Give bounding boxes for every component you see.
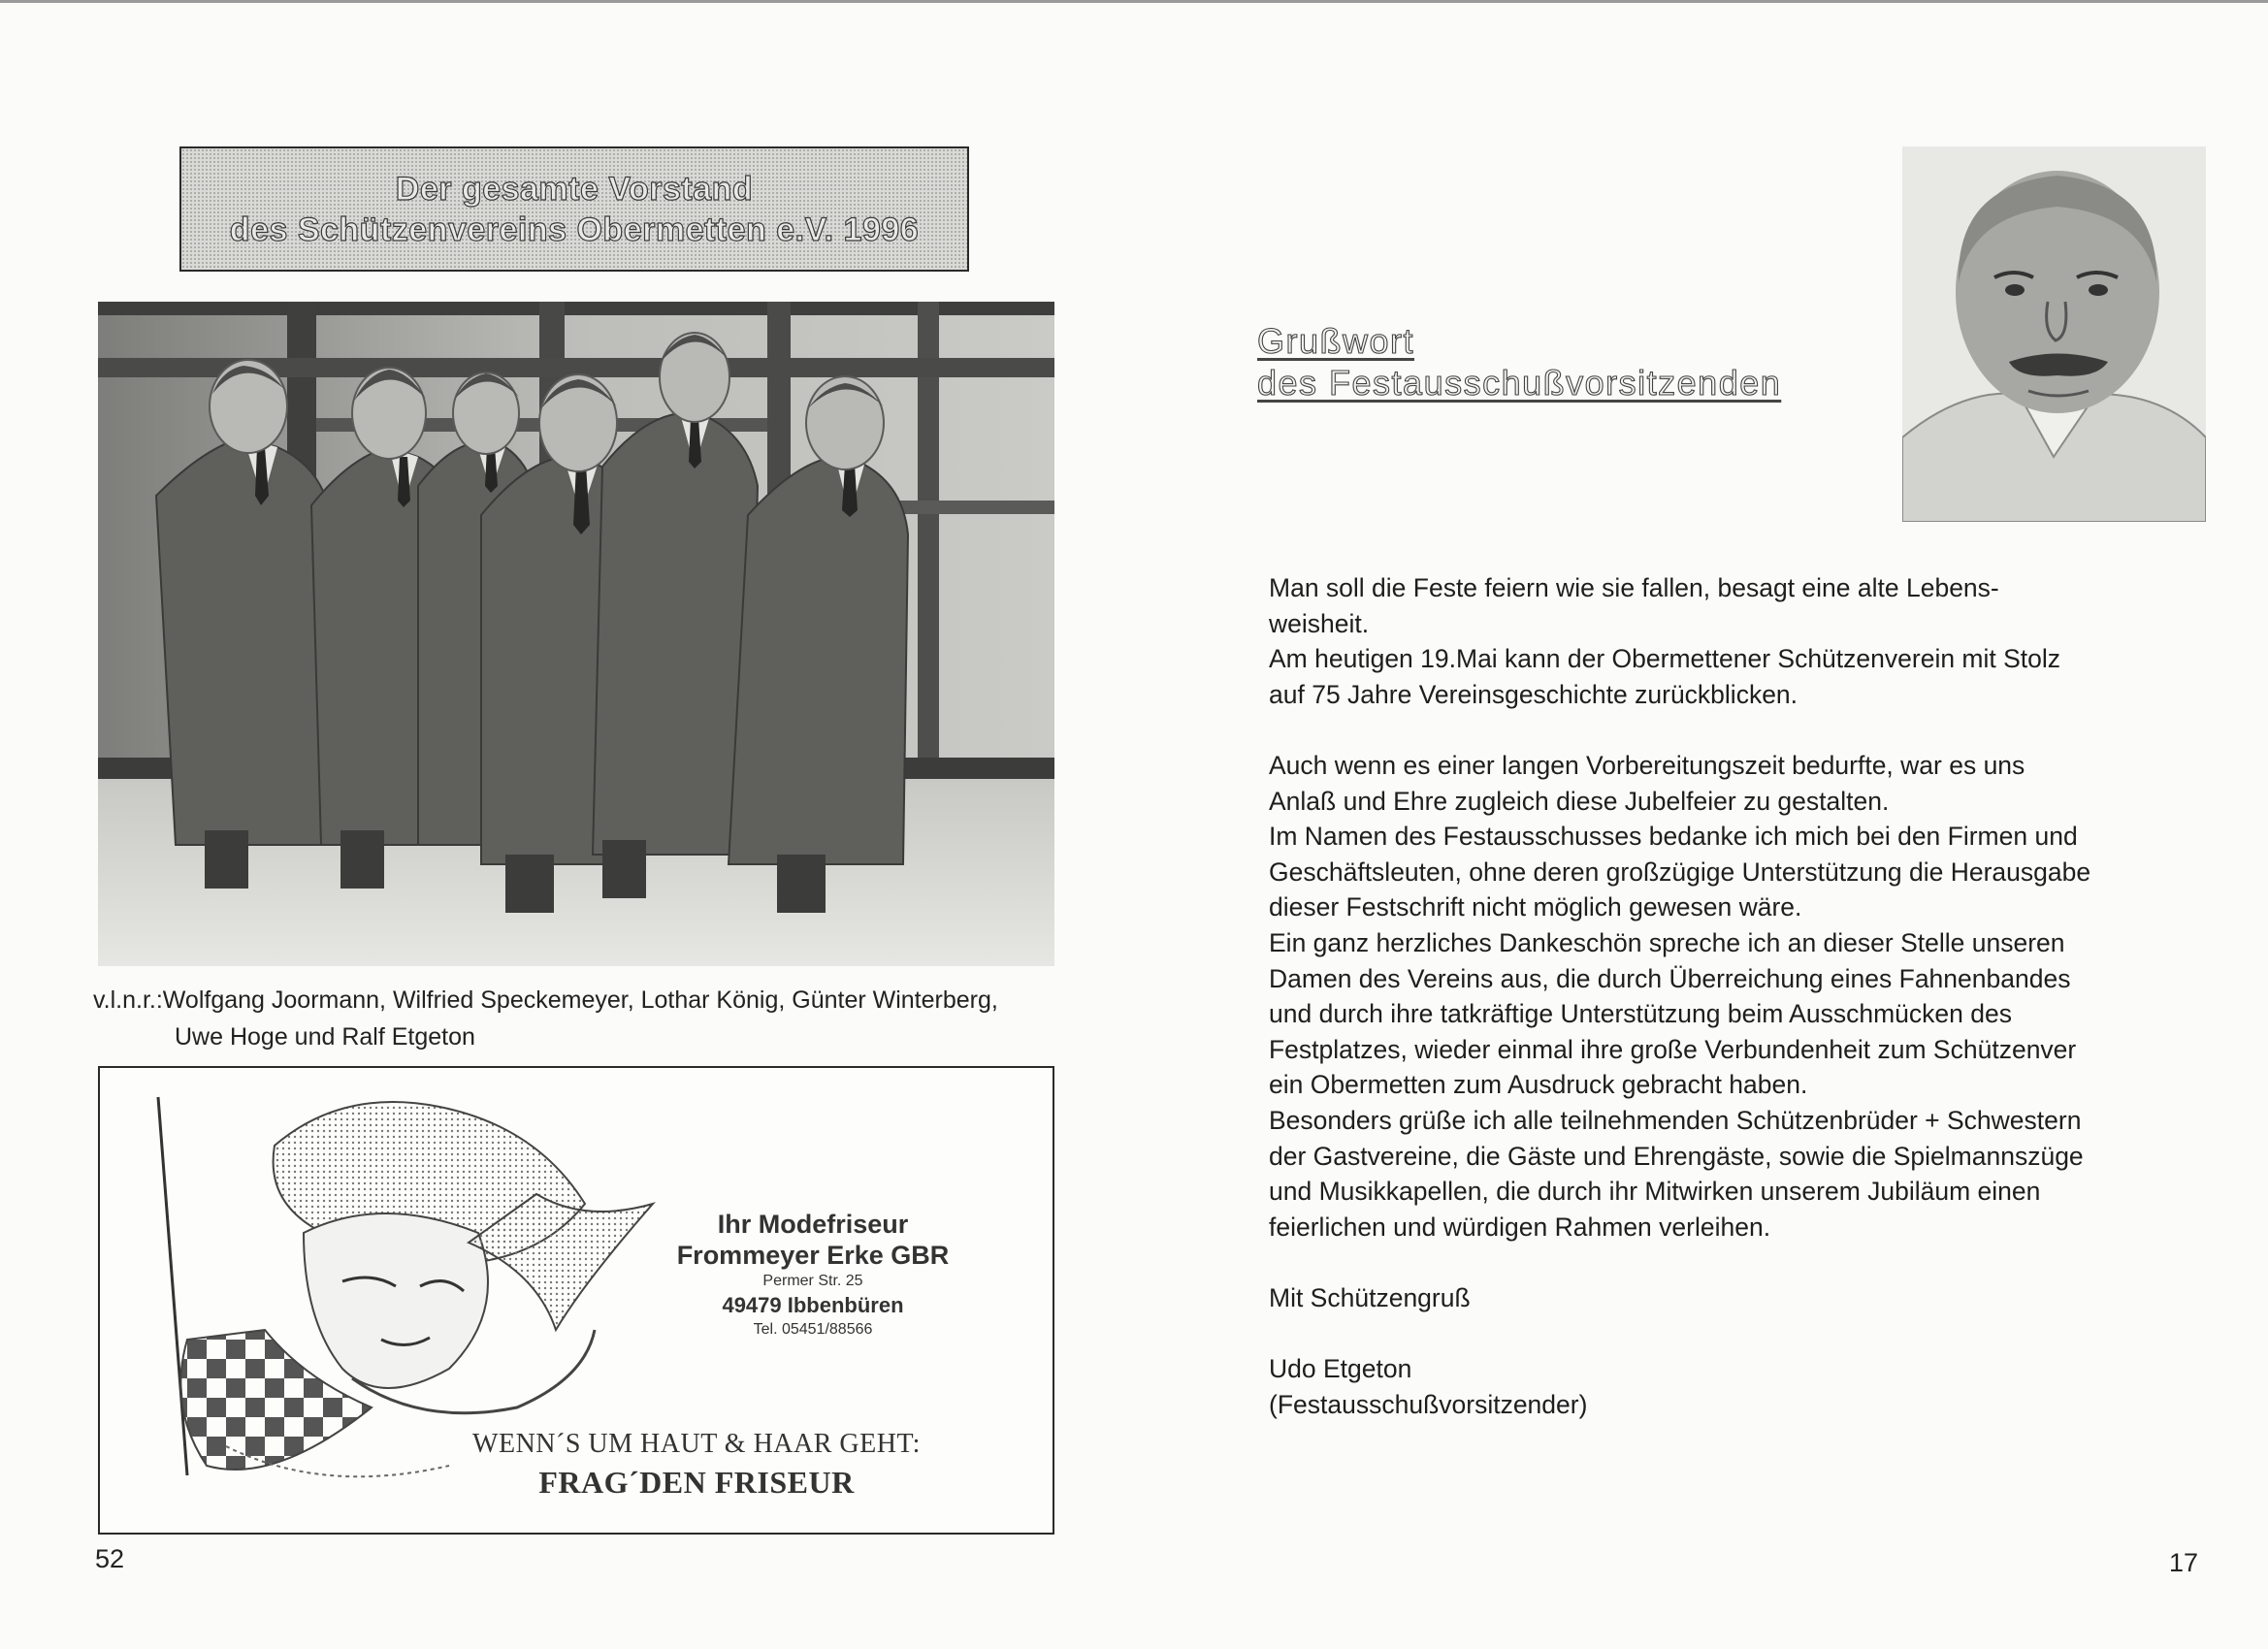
paragraph-gap bbox=[1269, 1245, 2103, 1280]
ad-name-line-2: Frommeyer Erke GBR bbox=[676, 1241, 950, 1270]
letter-closing: Mit Schützengruß bbox=[1269, 1282, 1471, 1312]
letter-line: Ein ganz herzliches Dankeschön spreche ich an dieser Stelle unseren bbox=[1269, 927, 2065, 957]
greeting-letter bbox=[1269, 570, 2103, 1422]
page-number-left: 52 bbox=[95, 1544, 125, 1573]
right-page bbox=[1134, 0, 2268, 1649]
photo-caption bbox=[93, 982, 1102, 1055]
caption-prefix: v.l.n.r.: bbox=[93, 986, 163, 1014]
letter-line: Anlaß und Ehre zugleich diese Jubelfeier zu gestalten. bbox=[1269, 786, 1890, 816]
greeting-heading-line-1: Grußwort bbox=[1257, 321, 1415, 361]
letter-line: Geschäftsleuten, ohne deren großzügige Unterstützung die Herausgabe bbox=[1269, 857, 2091, 887]
ad-city: 49479 Ibbenbüren bbox=[722, 1293, 904, 1317]
letter-signature-name: Udo Etgeton bbox=[1269, 1354, 1412, 1384]
letter-line: Besonders grüße ich alle teilnehmenden Schützenbrüder + Schwestern bbox=[1269, 1105, 2082, 1135]
ad-name-line-1: Ihr Modefriseur bbox=[717, 1210, 909, 1239]
ad-phone: Tel. 05451/88566 bbox=[753, 1321, 873, 1338]
portrait-image bbox=[1902, 146, 2206, 522]
letter-line: auf 75 Jahre Vereinsgeschichte zurückblicken. bbox=[1269, 679, 1798, 709]
ad-contact bbox=[648, 1209, 978, 1341]
board-group-photo bbox=[98, 302, 1054, 966]
letter-line: Am heutigen 19.Mai kann der Obermettener Schützenverein mit Stolz bbox=[1269, 644, 2061, 674]
portrait-photo bbox=[1902, 146, 2206, 522]
ad-slogan-line-2: FRAG´DEN FRISEUR bbox=[538, 1465, 855, 1500]
letter-line: Auch wenn es einer langen Vorbereitungszeit bedurfte, war es uns bbox=[1269, 750, 2025, 780]
ad-street: Permer Str. 25 bbox=[762, 1273, 863, 1289]
paragraph-gap bbox=[1269, 1315, 2103, 1351]
letter-line: dieser Festschrift nicht möglich gewesen wäre. bbox=[1269, 892, 1802, 922]
board-title-line-2: des Schützenvereins Obermetten e.V. 1996 bbox=[229, 210, 920, 248]
letter-signature-role: (Festausschußvorsitzender) bbox=[1269, 1389, 1588, 1419]
page-number-right: 17 bbox=[2169, 1548, 2199, 1577]
ad-slogan-line-1: WENN´S UM HAUT & HAAR GEHT: bbox=[472, 1429, 921, 1459]
paragraph-gap bbox=[1269, 712, 2103, 748]
greeting-heading bbox=[1257, 320, 1781, 404]
board-title-line-1: Der gesamte Vorstand bbox=[395, 170, 754, 208]
letter-line: Im Namen des Festausschusses bedanke ich mich bei den Firmen und bbox=[1269, 822, 2078, 852]
letter-line: Damen des Vereins aus, die durch Überreichung eines Fahnenbandes bbox=[1269, 963, 2071, 993]
letter-line: Man soll die Feste feiern wie sie fallen, besagt eine alte Lebens- bbox=[1269, 573, 1999, 602]
letter-line: Festplatzes, wieder einmal ihre große Verbundenheit zum Schützenver bbox=[1269, 1034, 2077, 1064]
caption-line-2: Uwe Hoge und Ralf Etgeton bbox=[175, 1023, 475, 1051]
letter-line: ein Obermetten zum Ausdruck gebracht haben. bbox=[1269, 1070, 1808, 1100]
letter-line: und Musikkapellen, die durch ihr Mitwirken unserem Jubiläum einen bbox=[1269, 1177, 2041, 1207]
letter-line: weisheit. bbox=[1269, 608, 1370, 638]
hairdresser-advertisement bbox=[98, 1066, 1054, 1535]
letter-line: der Gastvereine, die Gäste und Ehrengäste, sowie die Spielmannszüge bbox=[1269, 1141, 2084, 1171]
greeting-heading-line-2: des Festausschußvorsitzenden bbox=[1257, 363, 1782, 403]
letter-line: feierlichen und würdigen Rahmen verleihen. bbox=[1269, 1212, 1771, 1242]
ad-slogan bbox=[396, 1427, 997, 1503]
letter-line: und durch ihre tatkräftige Unterstützung beim Ausschmücken des bbox=[1269, 999, 2012, 1029]
caption-line-1: Wolfgang Joormann, Wilfried Speckemeyer, Lothar König, Günter Winterberg, bbox=[162, 986, 998, 1014]
group-photo-image bbox=[98, 302, 1054, 966]
board-title-box bbox=[179, 146, 969, 272]
